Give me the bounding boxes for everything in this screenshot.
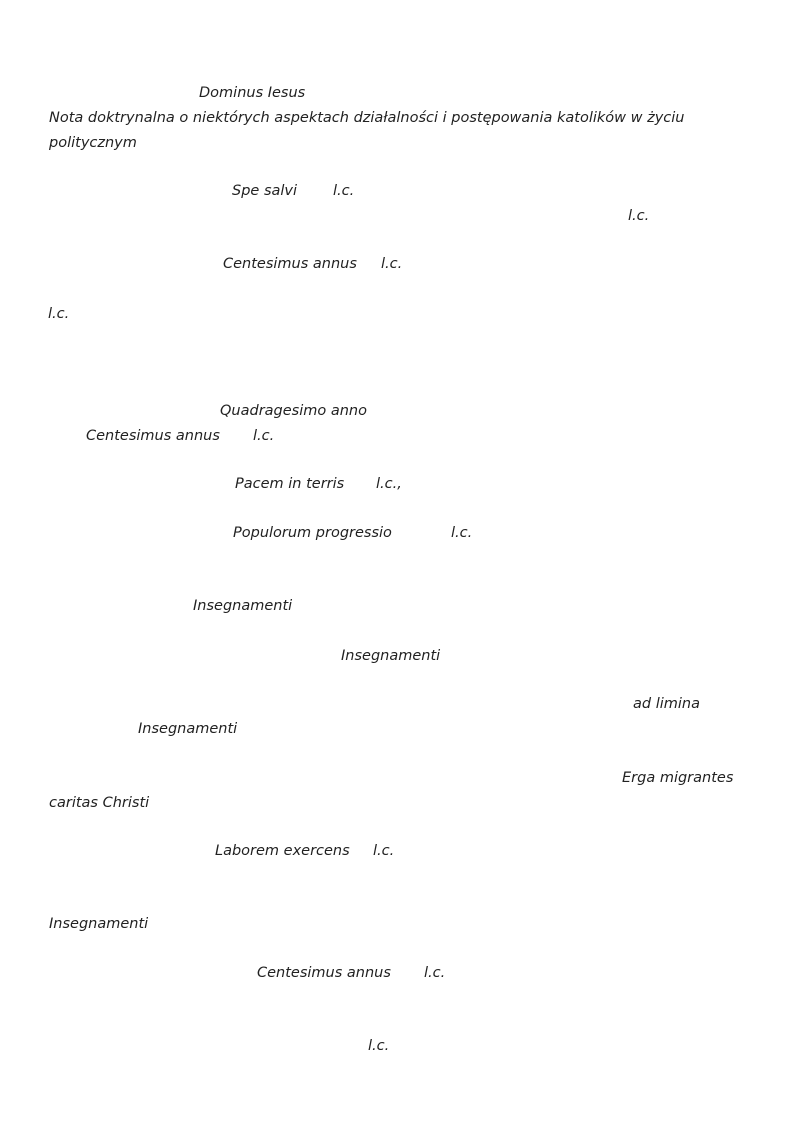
title-reference: caritas Christi (49, 795, 150, 811)
loc-cit: l.c. (628, 208, 650, 224)
title-reference: ad limina (633, 696, 700, 712)
title-reference: Insegnamenti (193, 598, 293, 614)
title-reference: Dominus Iesus (199, 85, 306, 101)
loc-cit: l.c. (253, 428, 275, 444)
title-reference: Pacem in terris (235, 476, 345, 492)
title-reference: Populorum progressio (233, 525, 392, 541)
title-reference: Centesimus annus (86, 428, 220, 444)
title-reference: Insegnamenti (138, 721, 238, 737)
loc-cit: l.c. (381, 256, 403, 272)
loc-cit: l.c. (368, 1038, 390, 1054)
loc-cit: l.c. (424, 965, 446, 981)
loc-cit: l.c. (451, 525, 473, 541)
title-reference: Erga migrantes (622, 770, 734, 786)
loc-cit: l.c. (48, 306, 70, 322)
loc-cit: l.c., (376, 476, 402, 492)
title-reference: Quadragesimo anno (220, 403, 367, 419)
title-reference: Insegnamenti (341, 648, 441, 664)
title-reference: Nota doktrynalna o niektórych aspektach działalności i postępowania katolików w życiu (49, 110, 685, 126)
title-reference: Insegnamenti (49, 916, 149, 932)
title-reference: Centesimus annus (257, 965, 391, 981)
title-reference: Centesimus annus (223, 256, 357, 272)
loc-cit: l.c. (373, 843, 395, 859)
title-reference: politycznym (49, 135, 137, 151)
title-reference: Laborem exercens (215, 843, 350, 859)
loc-cit: l.c. (333, 183, 355, 199)
title-reference: Spe salvi (232, 183, 298, 199)
